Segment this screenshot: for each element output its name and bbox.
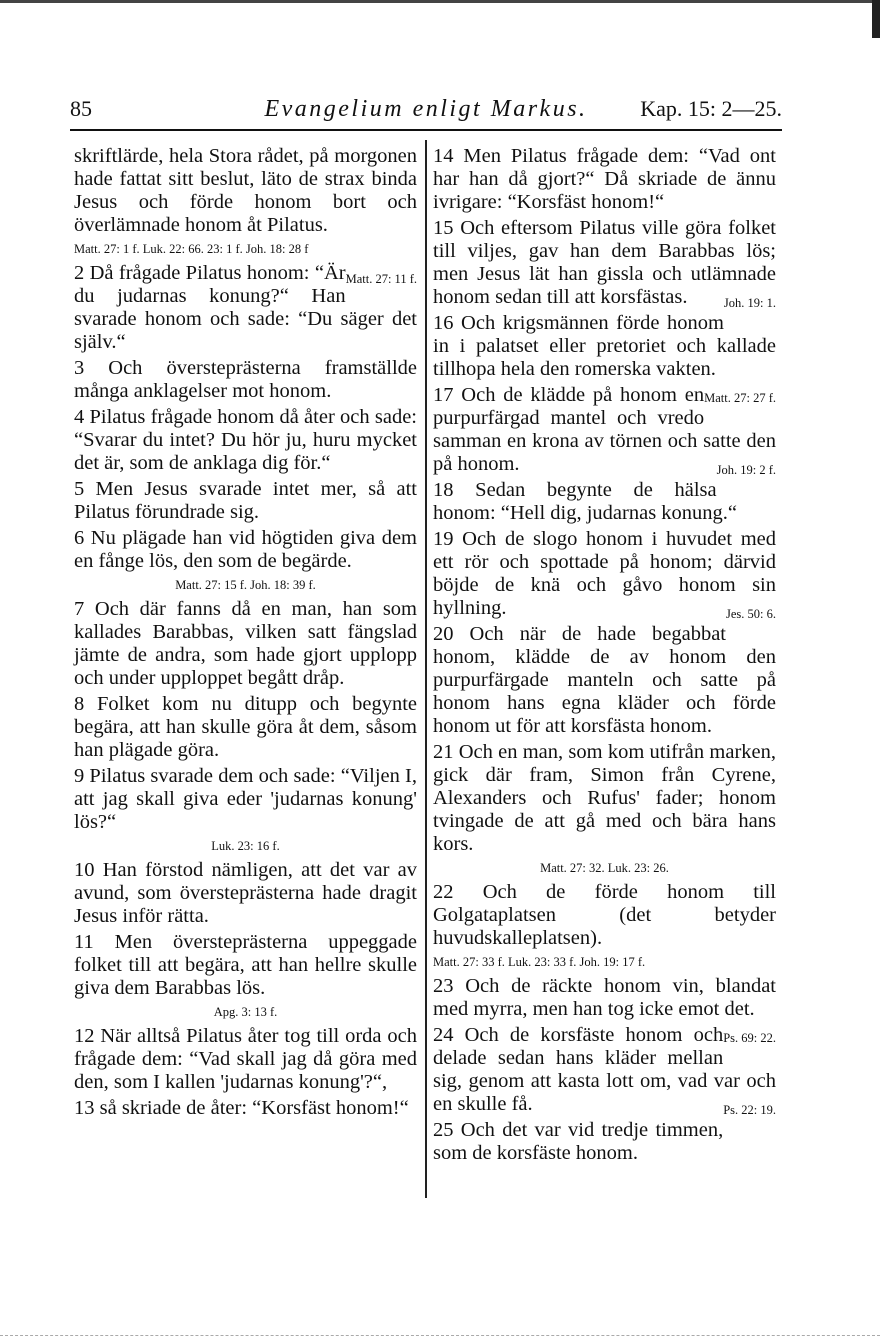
book-title: Evangelium enligt Markus. [264, 96, 588, 122]
verse-23: 23 Och de räckte honom vin, blandat med myrra, men han tog icke emot det. Ps. 69: 22. [433, 975, 776, 1021]
verse-11: 11 Men översteprästerna uppeggade folket till att begära, att han hellre skulle giva dem Barabbas lös. [74, 931, 417, 999]
cross-reference: Jes. 50: 6. [726, 607, 776, 621]
verse-15: 15 Och eftersom Pilatus ville göra folket till viljes, gav han dem Barabbas lös; men Jesus lät han gissla och utlämnade honom sedan till att korsfästas. Joh. 19: 1. [433, 217, 776, 309]
verse-2: Matt. 27: 11 f. 2 Då frågade Pilatus honom: “Är du judarnas konung?“ Han svarade honom och sade: “Du säger det själv.“ [74, 262, 417, 353]
cross-reference: Matt. 27: 11 f. [345, 272, 417, 286]
right-column [433, 145, 776, 1168]
verse-17: 17 Och de klädde på honom en purpurfärgad mantel och vredo samman en krona av törnen och satte den på honom. Joh. 19: 2 f. [433, 384, 776, 476]
page-header [70, 96, 782, 128]
column-divider [425, 140, 427, 1198]
verse-16: 16 Och krigsmännen förde honom in i palatset eller pretoriet och kallade tillhopa hela den romerska vakten. Matt. 27: 27 f. [433, 312, 776, 381]
cross-reference: Ps. 22: 19. [723, 1103, 776, 1117]
verse-10: 10 Han förstod nämligen, att det var av avund, som översteprästerna hade dragit Jesus inför rätta. [74, 859, 417, 927]
cross-reference: Matt. 27: 27 f. [704, 391, 776, 405]
verse-21: 21 Och en man, som kom utifrån marken, gick där fram, Simon från Cyrene, Alexanders och Rufus' fader; honom tvingade de att gå med och bära hans kors. [433, 741, 776, 855]
cross-reference: Matt. 27: 32. Luk. 23: 26. [540, 861, 669, 875]
scan-edge-corner [872, 0, 880, 38]
cross-reference: Ps. 69: 22. [723, 1031, 776, 1045]
verse-4: 4 Pilatus frågade honom då åter och sade: “Svarar du intet? Du hör ju, huru mycket det är, som de anklaga dig för.“ [74, 406, 417, 474]
verse-text: skriftlärde, hela Stora rådet, på morgonen hade fattat sitt beslut, läto de strax binda Jesus och förde honom bort och överlämnade honom åt Pilatus. [74, 145, 417, 236]
cross-reference: Matt. 27: 15 f. Joh. 18: 39 f. [175, 578, 316, 592]
cross-reference: Luk. 23: 16 f. [211, 839, 280, 853]
verse-3: 3 Och översteprästerna framställde många anklagelser mot honom. [74, 357, 417, 402]
verse-19: 19 Och de slogo honom i huvudet med ett rör och spottade på honom; därvid böjde de knä och gåvo honom sin hyllning. Jes. 50: 6. [433, 528, 776, 620]
verse-20: 20 Och när de hade begabbat honom, klädde de av honom den purpurfärgade manteln och satte på honom hans egna kläder och förde honom ut för att korsfästa honom. [433, 623, 776, 737]
verse-8: 8 Folket kom nu ditupp och begynte begära, att han skulle göra åt dem, såsom han plägade göra. [74, 693, 417, 761]
verse-25: 25 Och det var vid tredje timmen, som de korsfäste honom. [433, 1119, 724, 1164]
verse-12: 12 När alltså Pilatus åter tog till orda och frågade dem: “Vad skall jag då göra med den, som I kallen 'judarnas konung'?“, [74, 1025, 417, 1093]
verse-7: 7 Och där fanns då en man, han som kallades Barabbas, vilken satt fängslad jämte de andra, som hade gjort upplopp och under upploppet begått dråp. [74, 598, 417, 689]
cross-reference: Joh. 19: 2 f. [716, 463, 776, 477]
verse-5: 5 Men Jesus svarade intet mer, så att Pilatus förundrade sig. [74, 478, 417, 523]
verse-24: 24 Och de korsfäste honom och delade sedan hans kläder mellan sig, genom att kasta lott om, vad var och en skulle få. Ps. 22: 19. [433, 1024, 776, 1116]
scan-edge-bottom [0, 1335, 880, 1337]
left-column [74, 145, 417, 1123]
scan-edge-top [0, 0, 880, 3]
verse-6: 6 Nu plägade han vid högtiden giva dem en fånge lös, den som de begärde. [74, 527, 417, 572]
verse-18: 18 Sedan begynte de hälsa honom: “Hell dig, judarnas konung.“ [433, 479, 738, 524]
verse-14: 14 Men Pilatus frågade dem: “Vad ont har han då gjort?“ Då skriade de ännu ivrigare: “Korsfäst honom!“ [433, 145, 776, 213]
chapter-reference: Kap. 15: 2—25. [640, 96, 782, 121]
header-rule [70, 129, 782, 131]
page-number: 85 [70, 96, 92, 121]
cross-reference: Matt. 27: 1 f. Luk. 22: 66. 23: 1 f. Joh. 18: 28 f [74, 242, 309, 256]
verse-9: 9 Pilatus svarade dem och sade: “Viljen I, att jag skall giva eder 'judarnas konung' lös?“ [74, 765, 417, 833]
verse-13: 13 så skriade de åter: “Korsfäst honom!“ [74, 1097, 409, 1119]
cross-reference: Joh. 19: 1. [723, 296, 776, 310]
cross-reference: Apg. 3: 13 f. [213, 1005, 278, 1019]
verse-22: 22 Och de förde honom till Golgataplatsen (det betyder huvudskalleplatsen). [433, 881, 776, 949]
cross-reference: Matt. 27: 33 f. Luk. 23: 33 f. Joh. 19: 17 f. [433, 955, 646, 969]
